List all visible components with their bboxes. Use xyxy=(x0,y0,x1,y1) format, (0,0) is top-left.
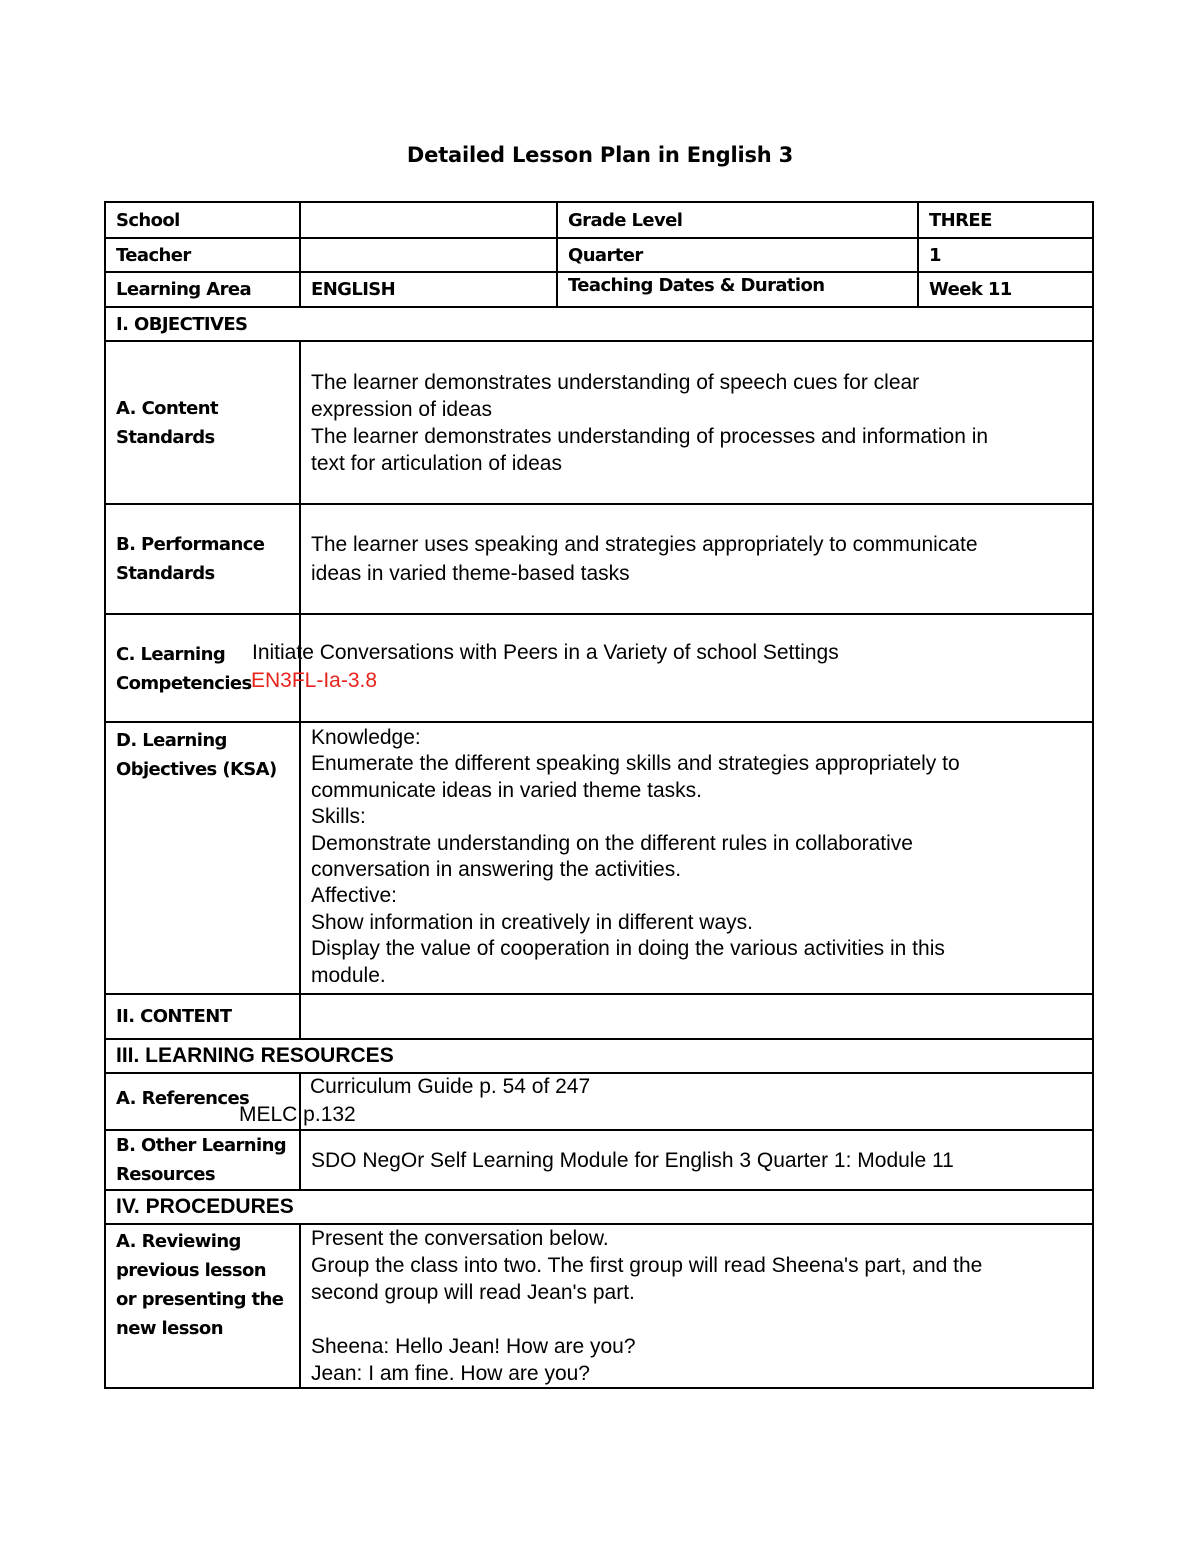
reviewing-text xyxy=(300,1224,1093,1388)
reviewing-label-line: new lesson xyxy=(116,1318,223,1339)
lesson-plan-table xyxy=(104,201,1094,1389)
learning-objectives-label-line: Objectives (KSA) xyxy=(116,759,277,780)
row-content-standards xyxy=(105,341,1093,504)
content-standards-label xyxy=(105,341,300,504)
document-title: Detailed Lesson Plan in English 3 xyxy=(406,143,794,167)
ksa-line: Affective: xyxy=(311,884,397,908)
dates-label: Teaching Dates & Duration xyxy=(557,272,918,307)
row-learning-objectives xyxy=(105,722,1093,994)
content-standards-label-line: Standards xyxy=(116,426,215,448)
row-performance-standards xyxy=(105,504,1093,614)
competencies-label xyxy=(116,640,252,698)
row-competencies xyxy=(105,614,1093,722)
review-line: Sheena: Hello Jean! How are you? xyxy=(311,1335,636,1358)
review-line: second group will read Jean's part. xyxy=(311,1281,635,1304)
row-content xyxy=(105,994,1093,1039)
area-value: ENGLISH xyxy=(300,272,557,307)
other-resources-text: SDO NegOr Self Learning Module for English 3 Quarter 1: Module 11 xyxy=(300,1130,1093,1190)
ksa-line: Enumerate the different speaking skills and strategies appropriately to xyxy=(311,752,960,776)
other-resources-label xyxy=(105,1130,300,1190)
ksa-line: Skills: xyxy=(311,805,366,829)
ksa-line: Display the value of cooperation in doing the various activities in this xyxy=(311,937,945,961)
performance-standards-label-line: B. Performance xyxy=(116,534,265,555)
content-standards-line: The learner demonstrates understanding of processes and information in xyxy=(311,424,989,448)
learning-objectives-label-line: D. Learning xyxy=(116,730,227,751)
competencies-text: Initiate Conversations with Peers in a Variety of school Settings xyxy=(252,641,839,664)
reviewing-label-line: A. Reviewing xyxy=(116,1231,241,1252)
resources-heading: III. LEARNING RESOURCES xyxy=(105,1039,1093,1073)
performance-standards-text xyxy=(300,504,1093,614)
ksa-line: conversation in answering the activities. xyxy=(311,858,682,882)
competency-code: EN3FL-Ia-3.8 xyxy=(251,669,378,692)
competencies-text-cell xyxy=(300,614,1093,722)
other-resources-label-line: Resources xyxy=(116,1164,216,1185)
competencies-label-line: C. Learning xyxy=(116,644,226,665)
teacher-label: Teacher xyxy=(105,238,300,272)
objectives-heading: I. OBJECTIVES xyxy=(105,307,1093,341)
procedures-heading: IV. PROCEDURES xyxy=(105,1190,1093,1224)
learning-objectives-text xyxy=(300,722,1093,994)
row-procedures-heading xyxy=(105,1190,1093,1224)
grade-value: THREE xyxy=(918,202,1093,238)
ksa-line: Knowledge: xyxy=(311,726,421,749)
row-teacher xyxy=(105,238,1093,272)
review-line xyxy=(311,1306,1082,1333)
review-line: Group the class into two. The first group will read Sheena's part, and the xyxy=(311,1254,983,1277)
review-line: Present the conversation below. xyxy=(311,1227,609,1250)
reviewing-label xyxy=(105,1224,300,1388)
ksa-line: Demonstrate understanding on the different rules in collaborative xyxy=(311,831,913,855)
content-standards-text xyxy=(300,341,1093,504)
quarter-label: Quarter xyxy=(557,238,918,272)
performance-standards-label-line: Standards xyxy=(116,563,215,584)
content-value xyxy=(300,994,1093,1039)
competencies-label-line: Competencies xyxy=(116,673,252,694)
performance-standards-label xyxy=(105,504,300,614)
area-label: Learning Area xyxy=(105,272,300,307)
row-other-resources xyxy=(105,1130,1093,1190)
ksa-line: communicate ideas in varied theme tasks. xyxy=(311,778,703,802)
performance-standards-line: The learner uses speaking and strategies appropriately to communicate xyxy=(311,533,978,556)
ksa-line: module. xyxy=(311,963,386,987)
reviewing-label-line: or presenting the xyxy=(116,1289,284,1310)
row-reviewing xyxy=(105,1224,1093,1388)
reviewing-label-line: previous lesson xyxy=(116,1260,267,1281)
review-line: Jean: I am fine. How are you? xyxy=(311,1362,590,1385)
content-standards-line: The learner demonstrates understanding of speech cues for clear xyxy=(311,370,920,394)
references-line-curriculum: Curriculum Guide p. 54 of 247 xyxy=(310,1075,591,1098)
content-standards-label-line: A. Content xyxy=(116,397,218,419)
row-learning-area xyxy=(105,272,1093,307)
quarter-value: 1 xyxy=(918,238,1093,272)
performance-standards-line: ideas in varied theme-based tasks xyxy=(311,562,630,585)
ksa-line: Show information in creatively in different ways. xyxy=(311,910,753,934)
content-standards-line: text for articulation of ideas xyxy=(311,451,562,475)
content-standards-line: expression of ideas xyxy=(311,397,492,421)
school-value xyxy=(300,202,557,238)
content-heading: II. CONTENT xyxy=(105,994,300,1039)
references-label: A. References xyxy=(116,1088,250,1109)
row-school xyxy=(105,202,1093,238)
row-resources-heading xyxy=(105,1039,1093,1073)
grade-label: Grade Level xyxy=(557,202,918,238)
school-label: School xyxy=(105,202,300,238)
row-objectives-heading xyxy=(105,307,1093,341)
learning-objectives-label xyxy=(105,722,300,994)
references-line-melc: MELC p.132 xyxy=(239,1103,356,1126)
other-resources-label-line: B. Other Learning xyxy=(116,1135,287,1156)
dates-value: Week 11 xyxy=(918,272,1093,307)
teacher-value xyxy=(300,238,557,272)
